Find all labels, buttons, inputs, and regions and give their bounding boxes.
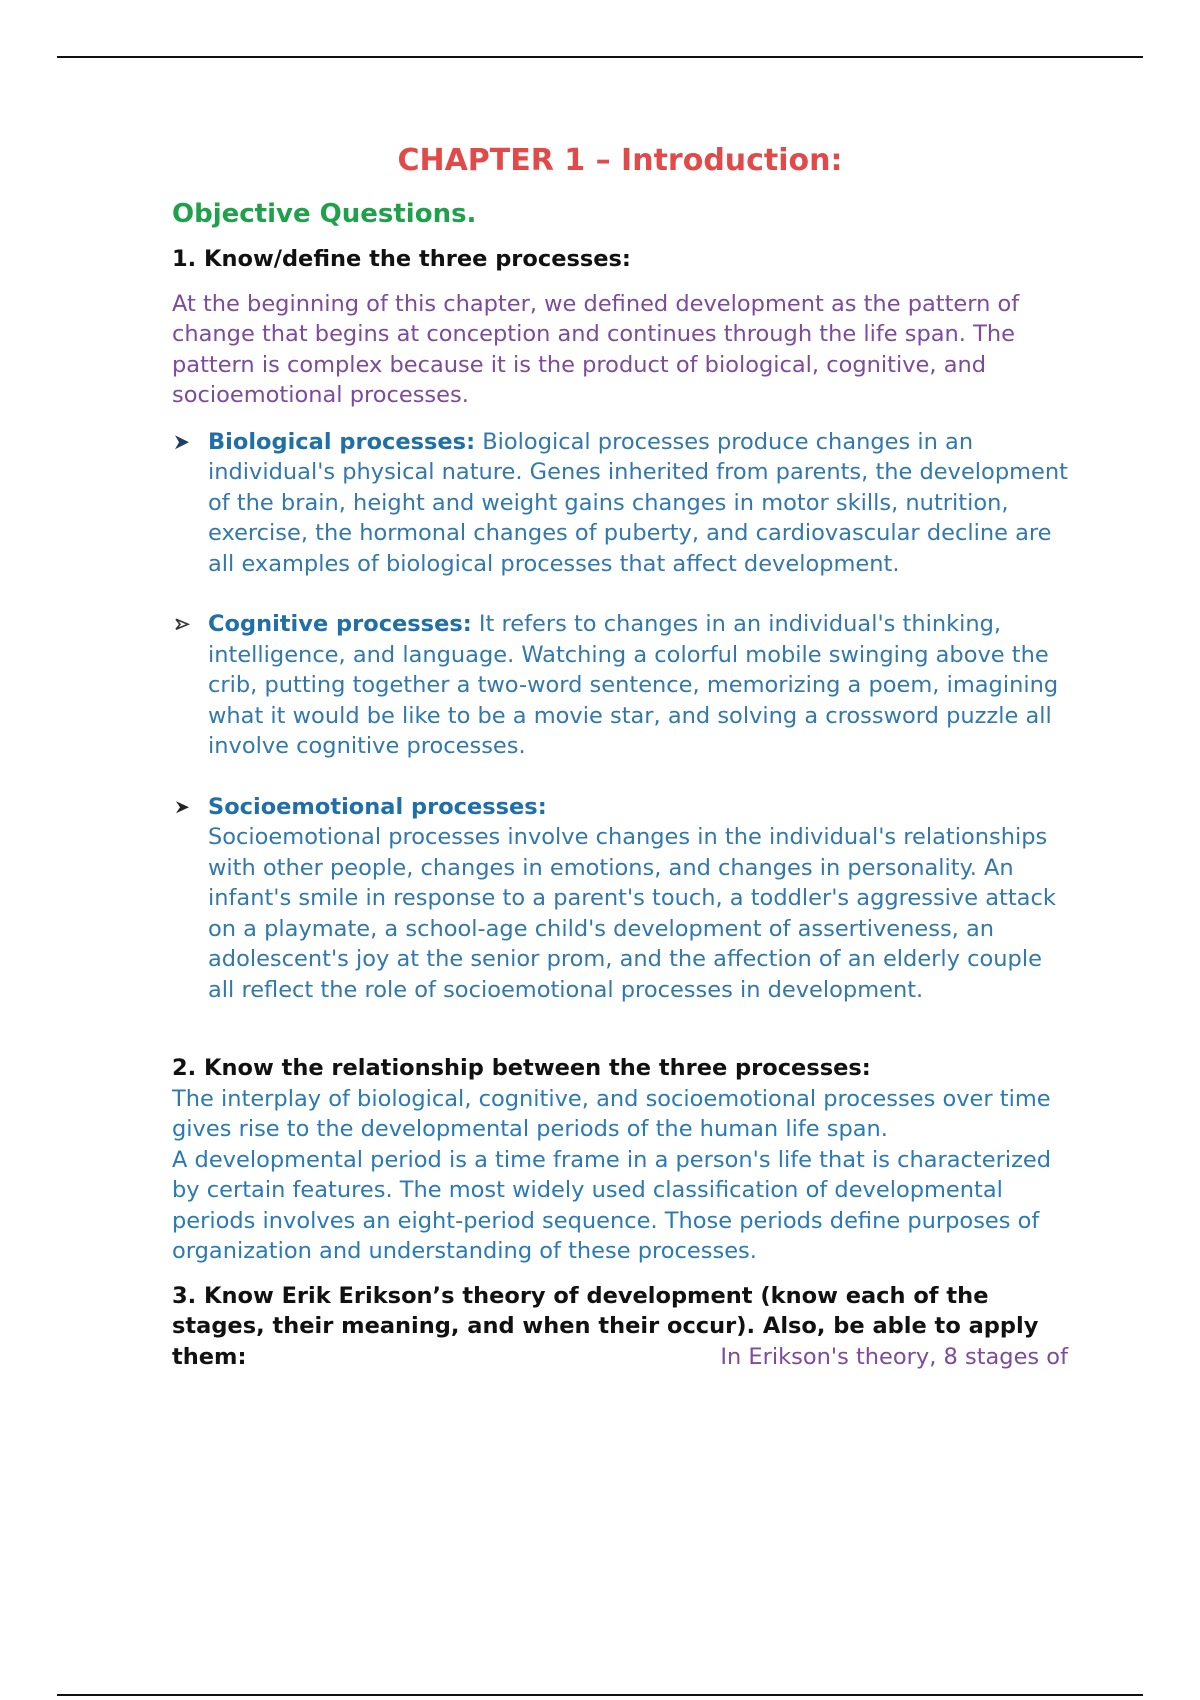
list-item-cognitive xyxy=(172,609,1068,762)
cognitive-description: It refers to changes in an individual's thinking, intelligence, and language. Watching a colorful mobile swinging above the crib, putting together a two-word sentence, memorizing a poem, imagining what it would be like to be a movie star, and solving a crossword puzzle all involve cognitive processes. xyxy=(208,611,1059,759)
arrowhead-bullet-icon xyxy=(172,609,194,640)
question-3-heading-text: 3. Know Erik Erikson’s theory of development (know each of the stages, their meaning, and when their occur). Also, be able to apply them: xyxy=(172,1282,1039,1370)
question-2-section xyxy=(172,1053,1068,1267)
top-rule xyxy=(57,56,1143,58)
question-1-heading: 1. Know/define the three processes: xyxy=(172,246,631,272)
socioemotional-description: Socioemotional processes involve changes in the individual's relationships with other people, changes in emotions, and changes in personality. An infant's smile in response to a parent's touch, a toddler's aggressive attack on a playmate, a school-age child's development of assertiveness, an adolescent's joy at the senior prom, and the affection of an elderly couple all reflect the role of socioemotional processes in development. xyxy=(208,824,1056,1003)
list-item-biological xyxy=(172,427,1068,580)
biological-term: Biological processes: xyxy=(208,428,476,455)
list-item-socioemotional xyxy=(172,792,1068,1006)
socioemotional-term: Socioemotional processes: xyxy=(208,793,547,820)
cognitive-term: Cognitive processes: xyxy=(208,611,472,637)
bottom-rule xyxy=(57,1694,1143,1696)
arrowhead-bullet-icon xyxy=(172,792,194,823)
question-3-section xyxy=(172,1281,1068,1373)
question-2-paragraph-1: The interplay of biological, cognitive, and socioemotional processes over time gives rise to the developmental periods of the human life span. xyxy=(172,1085,1051,1142)
process-list xyxy=(172,427,1068,1006)
biological-description: Biological processes produce changes in an individual's physical nature. Genes inherited from parents, the development of the brain, height and weight gains changes in motor skills, nutrition, exercise, the hormonal changes of puberty, and cardiovascular decline are all examples of biological processes that affect development. xyxy=(208,428,1068,577)
question-1-intro: At the beginning of this chapter, we defined development as the pattern of change that begins at conception and continues through the life span. The pattern is complex because it is the product of biological, cognitive, and socioemotional processes. xyxy=(172,290,1020,408)
question-3-continuation: In Erikson's theory, 8 stages of xyxy=(720,1343,1068,1370)
objective-questions-heading: Objective Questions. xyxy=(172,199,477,229)
question-2-heading: 2. Know the relationship between the three processes: xyxy=(172,1055,871,1081)
document-body xyxy=(172,138,1068,1372)
arrowhead-bullet-icon xyxy=(172,427,194,458)
question-2-paragraph-2: A developmental period is a time frame in a person's life that is characterized by certain features. The most widely used classification of developmental periods involves an eight-period sequence. Those periods define purposes of organization and understanding of these processes. xyxy=(172,1146,1052,1264)
chapter-title: CHAPTER 1 – Introduction: xyxy=(397,143,843,178)
question-3-heading xyxy=(172,1281,1068,1373)
